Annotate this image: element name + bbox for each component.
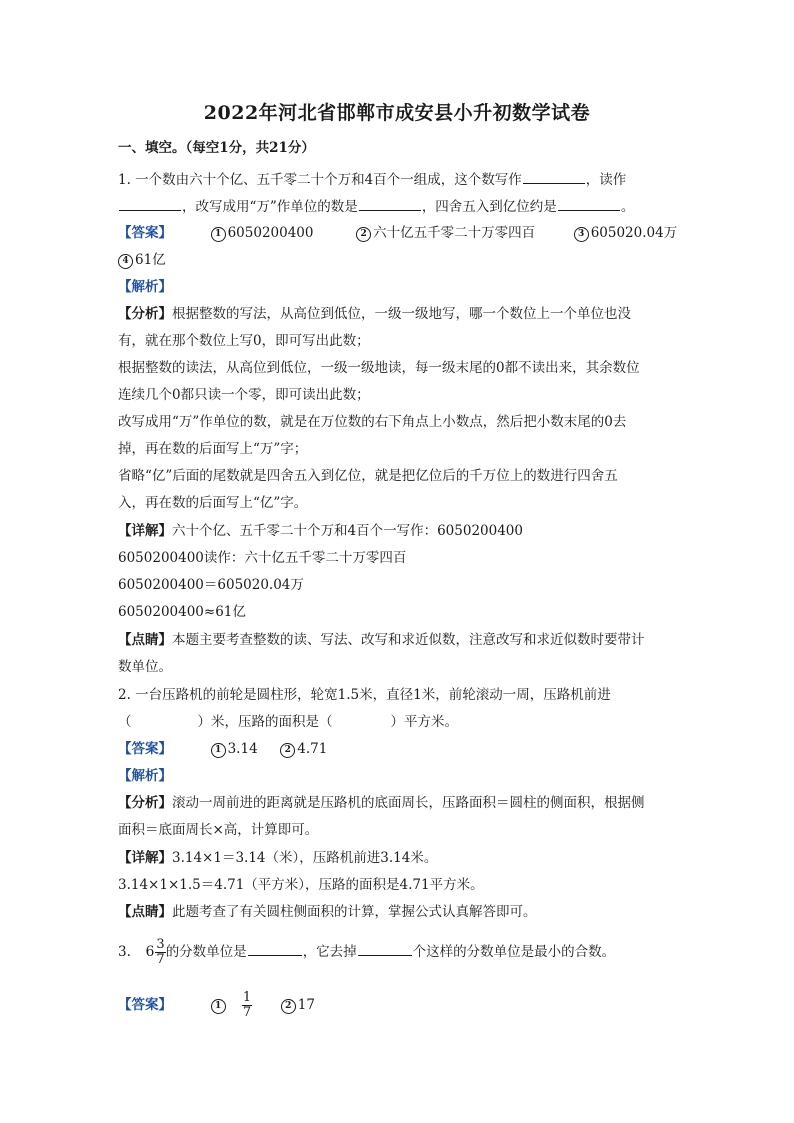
q1-point-line [118, 630, 645, 650]
q1-fenxi-line [118, 304, 631, 324]
q3-answer-2: 17 [297, 997, 315, 1013]
q1-detail-line: 6050200400＝605020.04万 [118, 577, 304, 593]
q1-fenxi-line: 连续几个0都只读一个零，即可读出此数； [118, 387, 370, 403]
q1-text: 。 [620, 199, 635, 215]
q2-detail-line: 3.14×1×1.5＝4.71（平方米），压路的面积是4.71平方米。 [118, 877, 484, 893]
q1-answer-1: 6050200400 [227, 225, 314, 241]
q3-text: 个这样的分数单位是最小的合数。 [412, 944, 616, 960]
circle-number: 2 [281, 999, 296, 1014]
q1-fenxi-line: 省略“亿”后面的尾数就是四舍五入到亿位，就是把亿位后的千万位上的数进行四舍五 [118, 468, 618, 484]
fenxi-label: 【分析】 [118, 795, 172, 811]
q3-line [118, 932, 615, 972]
circle-number: 1 [211, 227, 226, 242]
q1-answer-2: 六十亿五千零二十万零四百 [373, 225, 536, 241]
q1-answer-4: 61亿 [135, 252, 166, 268]
circle-number: 4 [118, 254, 133, 269]
q1-fenxi-line: 根据整数的读法，从高位到低位，一级一级地读，每一级末尾的0都不读出来，其余数位 [118, 360, 640, 376]
q1-blank-4 [558, 196, 620, 211]
q1-fenxi-line: 改写成用“万”作单位的数，就是在万位数的右下角点上小数点，然后把小数末尾的0去 [118, 414, 627, 430]
q3-fraction [155, 938, 165, 967]
q3-mixed-number [145, 932, 165, 972]
detail-label: 【详解】 [118, 850, 172, 866]
q2-answer-1: 3.14 [227, 741, 258, 757]
q2-detail-line [118, 848, 437, 868]
q2-answer-line [118, 739, 327, 759]
q1-fenxi-line: 掉，再在数的后面写上“万”字； [118, 441, 308, 457]
q3-answer-1-fraction [242, 991, 252, 1020]
q1-detail-line: 6050200400读作：六十亿五千零二十万零四百 [118, 550, 407, 566]
q1-answer-line2 [118, 250, 166, 270]
q2-text: ）米，压路的面积是（ [197, 714, 333, 730]
page-title: 2022年河北省邯郸市成安县小升初数学试卷 [203, 102, 591, 124]
q3-blank-1 [248, 941, 302, 956]
q2-point-text: 此题考查了有关圆柱侧面积的计算，掌握公式认真解答即可。 [172, 904, 537, 920]
q3-text: 的分数单位是 [165, 944, 247, 960]
circle-number: 3 [574, 227, 589, 242]
q1-line1 [118, 169, 626, 190]
answer-label: 【答案】 [118, 741, 172, 757]
circle-number: 2 [280, 743, 295, 758]
q2-line2 [118, 712, 458, 732]
answer-label: 【答案】 [118, 997, 172, 1013]
section-heading: 一、填空。（每空1分，共21分） [118, 140, 315, 156]
q1-answer-3: 605020.04万 [590, 225, 678, 241]
circle-number: 1 [211, 999, 226, 1014]
q3-answer-1-denominator: 7 [242, 1005, 252, 1020]
q3-number: 3. [118, 944, 131, 960]
q3-numerator: 3 [156, 936, 165, 952]
q2-text: ）平方米。 [390, 714, 458, 730]
q1-blank-2 [119, 196, 181, 211]
point-label: 【点睛】 [118, 904, 172, 920]
q3-blank-2 [358, 941, 412, 956]
q1-detail-line: 6050200400≈61亿 [118, 604, 246, 620]
q1-fenxi-text: 根据整数的写法，从高位到低位，一级一级地写，哪一个数位上一个单位也没 [172, 306, 631, 322]
q3-text: ，它去掉 [302, 944, 357, 960]
q2-point-line [118, 902, 537, 922]
q3-whole: 6 [145, 944, 155, 960]
q2-text: （ [118, 714, 132, 730]
q1-blank-3 [359, 196, 421, 211]
q1-point-line: 数单位。 [118, 659, 172, 675]
q1-detail-text: 六十个亿、五千零二十个万和4百个一写作：6050200400 [172, 523, 523, 539]
q1-text: ，四舍五入到亿位约是 [421, 199, 557, 215]
q1-fenxi-line: 入，再在数的后面写上“亿”字。 [118, 495, 308, 511]
q3-denominator: 7 [156, 951, 165, 967]
q3-answer-1-numerator: 1 [242, 990, 252, 1005]
fenxi-label: 【分析】 [118, 306, 172, 322]
answer-label: 【答案】 [118, 225, 172, 241]
q1-text: 1. 一个数由六十个亿、五千零二十个万和4百个一组成，这个数写作 [118, 172, 522, 188]
q1-text: ，读作 [585, 172, 627, 188]
q1-point-text: 本题主要考查整数的读、写法、改写和求近似数，注意改写和求近似数时要带计 [172, 632, 645, 648]
q2-answer-2: 4.71 [297, 741, 328, 757]
q2-fenxi-line: 面积＝底面周长×高，计算即可。 [118, 822, 319, 838]
point-label: 【点睛】 [118, 632, 172, 648]
q1-blank-1 [523, 169, 585, 184]
circle-number: 1 [211, 743, 226, 758]
q3-answer-line [118, 985, 315, 1025]
circle-number: 2 [356, 227, 371, 242]
q1-detail-line [118, 521, 523, 541]
q2-fenxi-line [118, 793, 645, 813]
q2-fenxi-text: 滚动一周前进的距离就是压路机的底面周长，压路面积＝圆柱的侧面积，根据侧 [172, 795, 645, 811]
q2-line1: 2. 一台压路机的前轮是圆柱形，轮宽1.5米，直径1米，前轮滚动一周，压路机前进 [118, 687, 611, 703]
q2-detail-text: 3.14×1＝3.14（米），压路机前进3.14米。 [172, 850, 438, 866]
q1-fenxi-line: 有，就在那个数位上写0，即可写出此数； [118, 333, 370, 349]
analysis-label: 【解析】 [118, 768, 172, 784]
detail-label: 【详解】 [118, 523, 172, 539]
q1-answer-line [118, 223, 677, 243]
q1-text: ，改写成用“万”作单位的数是 [182, 199, 358, 215]
analysis-label: 【解析】 [118, 279, 172, 295]
q1-line2 [118, 196, 634, 217]
